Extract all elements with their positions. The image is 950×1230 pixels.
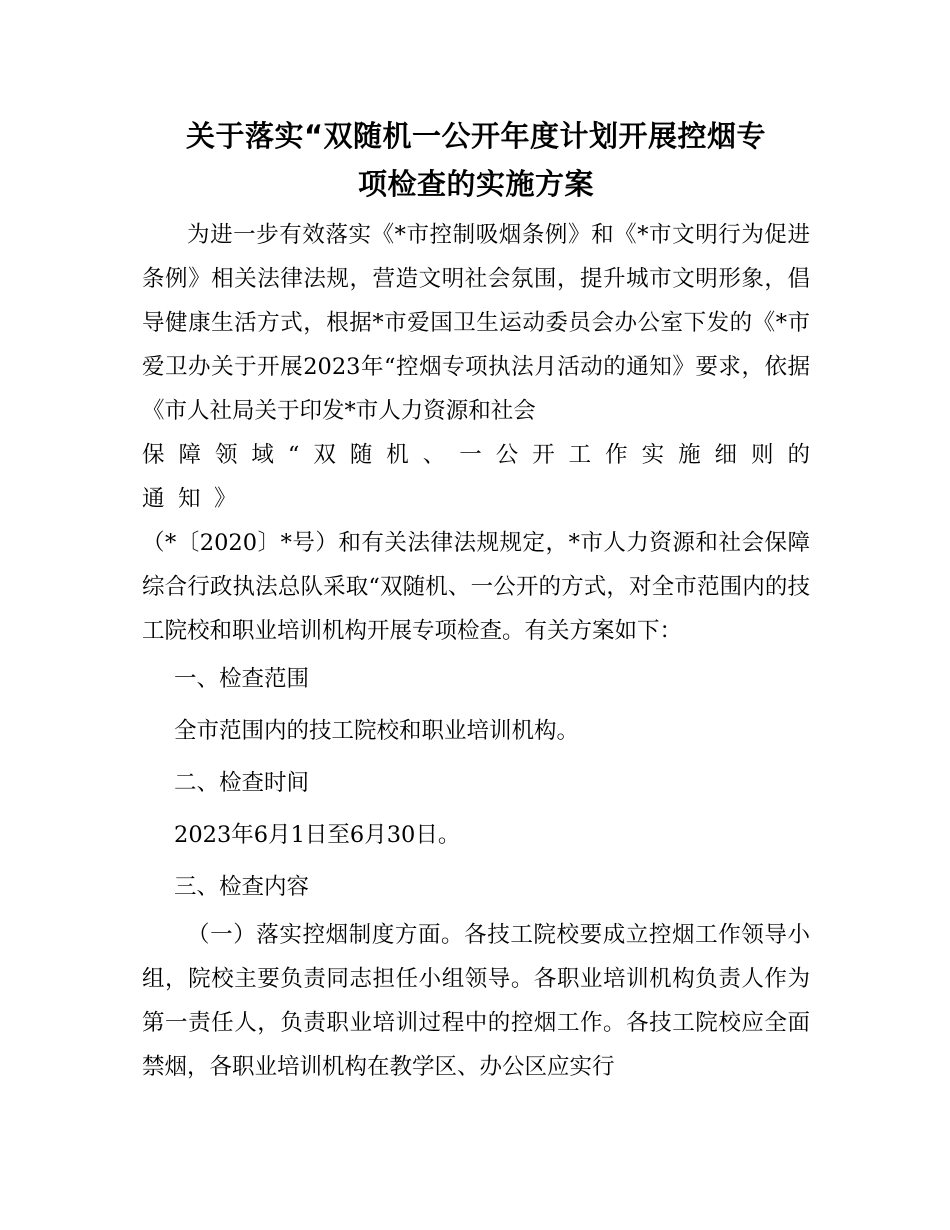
intro-paragraph-spaced-line: 保障领域“双随机、一公开工作实施细则的通知》: [142, 442, 824, 512]
title-line-2: 项检查的实施方案: [357, 167, 594, 201]
section-2-heading: 二、检查时间: [174, 770, 310, 796]
title-line-1: 关于落实“双随机一公开年度计划开展控烟专: [185, 119, 767, 153]
section-2-text: 2023年6月1日至6月30日。: [174, 822, 461, 848]
intro-paragraph-part-1: 为进一步有效落实《*市控制吸烟条例》和《*市文明行为促进条例》相关法律法规，营造文明社会氛围，提升城市文明形象，倡导健康生活方式，根据*市爱国卫生运动委员会办公室下发的《*市爱卫办关于开展2023年“控烟专项执法月活动的通知》要求，依据《市人社局关于印发*市人力资源和社会: [142, 222, 810, 424]
section-1-text: 全市范围内的技工院校和职业培训机构。: [174, 718, 580, 744]
intro-paragraph-part-2: （*〔2020〕*号）和有关法律法规规定，*市人力资源和社会保障综合行政执法总队采取“双随机、一公开的方式，对全市范围内的技工院校和职业培训机构开展专项检查。有关方案如下：: [142, 530, 810, 644]
section-3-heading: 三、检查内容: [174, 874, 310, 900]
section-3-paragraph-1: （一）落实控烟制度方面。各技工院校要成立控烟工作领导小组，院校主要负责同志担任小组领导。各职业培训机构负责人作为第一责任人，负责职业培训过程中的控烟工作。各技工院校应全面禁烟，各职业培训机构在教学区、办公区应实行: [142, 922, 810, 1080]
document-title: [142, 112, 810, 208]
section-1-heading: 一、检查范围: [174, 666, 310, 692]
document-page: [142, 112, 824, 1089]
